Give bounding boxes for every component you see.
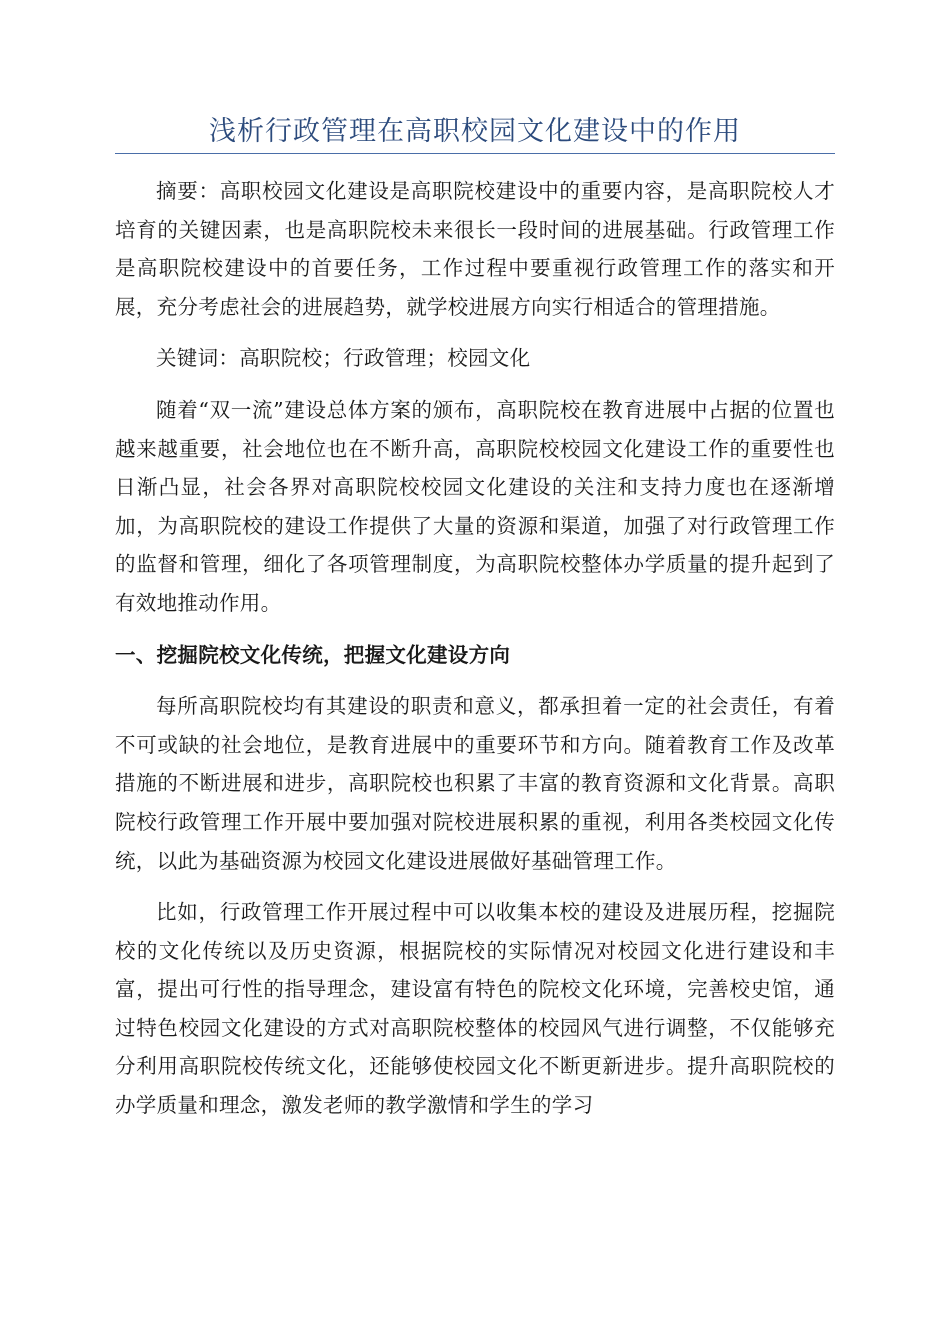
document-body bbox=[115, 172, 835, 1138]
abstract-paragraph: 摘要：高职校园文化建设是高职院校建设中的重要内容，是高职院校人才培育的关键因素，也是高职院校未来很长一段时间的进展基础。行政管理工作是高职院校建设中的首要任务，工作过程中要重视行政管理工作的落实和开展，充分考虑社会的进展趋势，就学校进展方向实行相适合的管理措施。 bbox=[115, 179, 835, 319]
document-title: 浅析行政管理在高职校园文化建设中的作用 bbox=[209, 116, 741, 147]
title-underline bbox=[115, 153, 835, 154]
keywords-paragraph: 关键词：高职院校；行政管理；校园文化 bbox=[156, 346, 531, 371]
intro-paragraph: 随着“双一流”建设总体方案的颁布，高职院校在教育进展中占据的位置也越来越重要，社会地位也在不断升高，高职院校校园文化建设工作的重要性也日渐凸显，社会各界对高职院校校园文化建设的关注和支持力度也在逐渐增加，为高职院校的建设工作提供了大量的资源和渠道，加强了对行政管理工作的监督和管理，细化了各项管理制度，为高职院校整体办学质量的提升起到了有效地推动作用。 bbox=[115, 397, 835, 615]
section-heading: 一、挖掘院校文化传统，把握文化建设方向 bbox=[115, 642, 511, 667]
section-paragraph: 比如，行政管理工作开展过程中可以收集本校的建设及进展历程，挖掘院校的文化传统以及历史资源，根据院校的实际情况对校园文化进行建设和丰富，提出可行性的指导理念，建设富有特色的院校文化环境，完善校史馆，通过特色校园文化建设的方式对高职院校整体的校园风气进行调整，不仅能够充分利用高职院校传统文化，还能够使校园文化不断更新进步。提升高职院校的办学质量和理念，激发老师的教学激情和学生的学习 bbox=[115, 900, 835, 1118]
section-paragraph: 每所高职院校均有其建设的职责和意义，都承担着一定的社会责任，有着不可或缺的社会地位，是教育进展中的重要环节和方向。随着教育工作及改革措施的不断进展和进步，高职院校也积累了丰富的教育资源和文化背景。高职院校行政管理工作开展中要加强对院校进展积累的重视，利用各类校园文化传统，以此为基础资源为校园文化建设进展做好基础管理工作。 bbox=[115, 694, 835, 873]
